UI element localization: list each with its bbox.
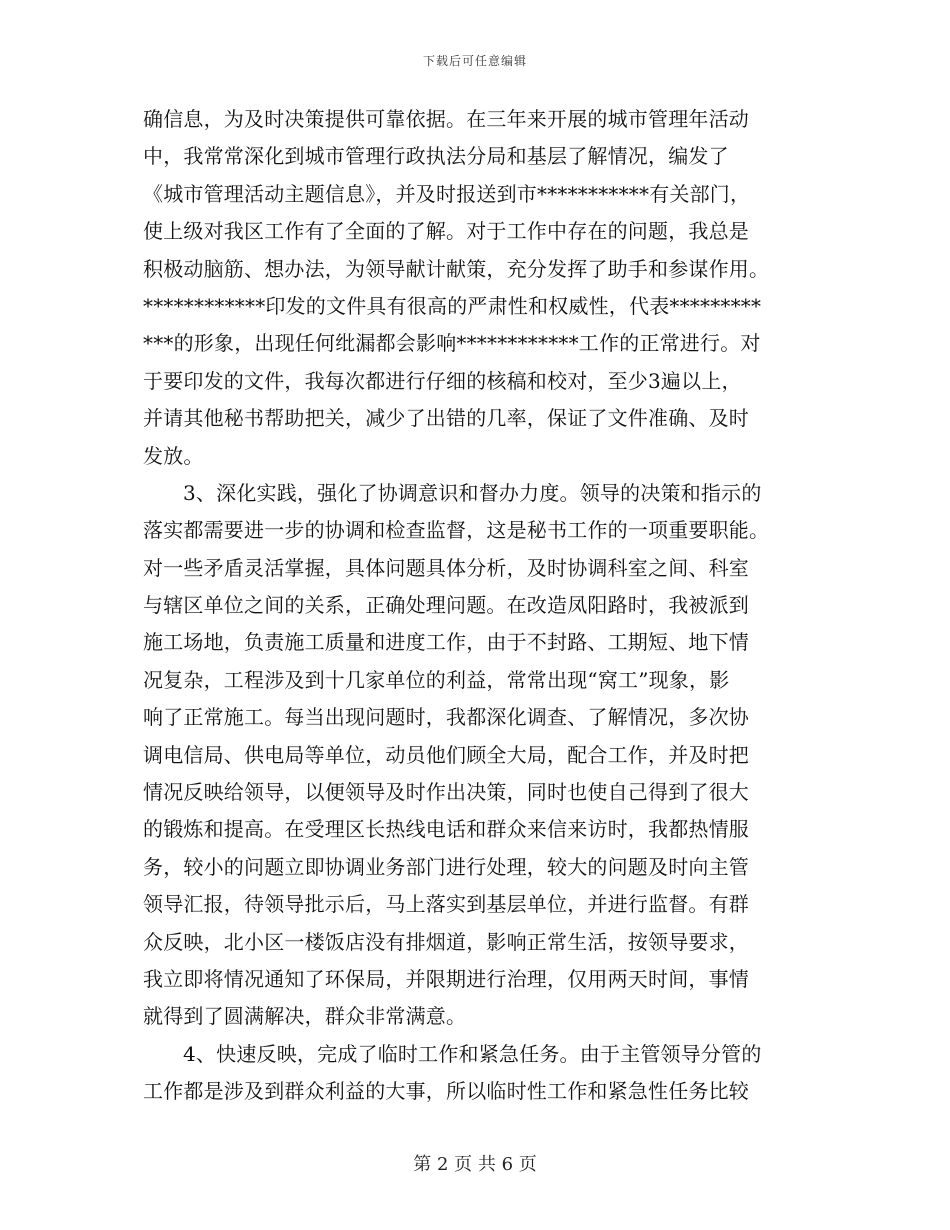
text-line: 3、深化实践，强化了协调意识和督办力度。领导的决策和指示的 bbox=[183, 480, 762, 505]
text-line: 落实都需要进一步的协调和检查监督，这是秘书工作的一项重要职能。 bbox=[143, 518, 770, 543]
text-line: 情况反映给领导，以便领导及时作出决策，同时也使自己得到了很大 bbox=[143, 780, 749, 805]
text-line: 《城市管理活动主题信息》，并及时报送到市***********有关部门， bbox=[143, 181, 751, 206]
text-line: ************印发的文件具有很高的严肃性和权威性，代表********* bbox=[143, 293, 762, 318]
text-line: 务，较小的问题立即协调业务部门进行处理，较大的问题及时向主管 bbox=[143, 854, 749, 879]
text-line: 况复杂，工程涉及到十几家单位的利益，常常出现“窝工”现象，影 bbox=[143, 667, 730, 692]
text-line: 确信息，为及时决策提供可靠依据。在三年来开展的城市管理年活动 bbox=[143, 107, 749, 131]
page-header: 下载后可任意编辑 bbox=[422, 54, 527, 68]
text-line: 调电信局、供电局等单位，动员他们顾全大局，配合工作，并及时把 bbox=[143, 742, 749, 767]
text-line: 工作都是涉及到群众利益的大事，所以临时性工作和紧急性任务比较 bbox=[143, 1079, 749, 1104]
text-line: 的锻炼和提高。在受理区长热线电话和群众来信来访时，我都热情服 bbox=[143, 817, 749, 842]
text-line: 众反映，北小区一楼饭店没有排烟道，影响正常生活，按领导要求， bbox=[143, 929, 749, 954]
text-line: 领导汇报，待领导批示后，马上落实到基层单位，并进行监督。有群 bbox=[143, 892, 749, 917]
text-line: 积极动脑筋、想办法，为领导献计献策，充分发挥了助手和参谋作用。 bbox=[143, 256, 770, 281]
text-line: 于要印发的文件，我每次都进行仔细的核稿和校对，至少3遍以上， bbox=[143, 368, 742, 393]
text-line: 就得到了圆满解决，群众非常满意。 bbox=[143, 1004, 467, 1029]
page-number-footer: 第 2 页 共 6 页 bbox=[413, 1154, 537, 1175]
text-line: 施工场地，负责施工质量和进度工作，由于不封路、工期短、地下情 bbox=[143, 630, 749, 655]
text-line: 与辖区单位之间的关系，正确处理问题。在改造凤阳路时，我被派到 bbox=[143, 593, 749, 618]
text-line: 响了正常施工。每当出现问题时，我都深化调查、了解情况，多次协 bbox=[143, 705, 749, 730]
text-line: 我立即将情况通知了环保局，并限期进行治理，仅用两天时间，事情 bbox=[143, 966, 749, 991]
text-line: 对一些矛盾灵活掌握，具体问题具体分析，及时协调科室之间、科室 bbox=[143, 555, 749, 580]
document-body bbox=[143, 101, 811, 1111]
text-line: ***的形象，出现任何纰漏都会影响************工作的正常进行。对 bbox=[143, 331, 761, 356]
text-line: 并请其他秘书帮助把关，减少了出错的几率，保证了文件准确、及时 bbox=[143, 406, 749, 431]
text-line: 发放。 bbox=[143, 443, 204, 468]
text-line: 4、快速反映，完成了临时工作和紧急任务。由于主管领导分管的 bbox=[183, 1041, 762, 1066]
text-line: 中，我常常深化到城市管理行政执法分局和基层了解情况，编发了 bbox=[143, 144, 729, 169]
text-line: 使上级对我区工作有了全面的了解。对于工作中存在的问题，我总是 bbox=[143, 219, 749, 244]
